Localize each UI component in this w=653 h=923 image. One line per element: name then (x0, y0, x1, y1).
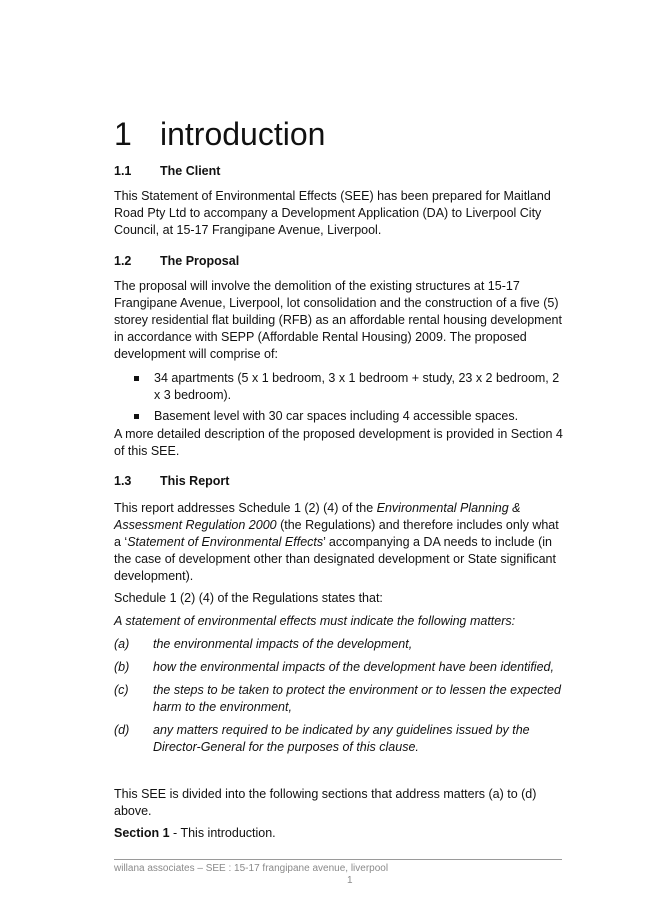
section-label: Section 1 (114, 826, 170, 840)
chapter-title (114, 112, 325, 156)
footer-text: willana associates – SEE : 15-17 frangipane avenue, liverpool (114, 863, 389, 874)
bullet-text: Basement level with 30 car spaces including 4 accessible spaces. (154, 409, 519, 423)
chapter-number: 1 (114, 116, 132, 152)
section-description: - This introduction. (169, 826, 276, 840)
section-1-line (114, 825, 566, 842)
matter-item-c (114, 682, 566, 716)
item-label: (b) (114, 660, 130, 674)
matter-item-a (114, 636, 566, 653)
intro-text: ’ accompanying a DA needs to include (in the case of development other than designated development or State significant development). (114, 535, 556, 583)
section-heading-client (114, 163, 220, 180)
item-text: how the environmental impacts of the development have been identified, (153, 660, 554, 674)
item-label: (c) (114, 683, 129, 697)
section-title: The Proposal (160, 254, 240, 268)
matter-item-b (114, 659, 566, 676)
footer-divider (114, 859, 562, 860)
schedule-line: Schedule 1 (2) (4) of the Regulations states that: (114, 591, 383, 605)
bullet-text: 34 apartments (5 x 1 bedroom, 3 x 1 bedroom + study, 23 x 2 bedroom, 2 x 3 bedroom). (154, 371, 560, 402)
bullet-icon (134, 376, 139, 381)
section-title: This Report (160, 474, 230, 488)
proposal-bullet-list (114, 370, 566, 429)
chapter-title-text: introduction (160, 116, 326, 152)
client-paragraph: This Statement of Environmental Effects (SEE) has been prepared for Maitland Road Pty Ltd to accompany a Development Application (DA) to Liverpool City Council, at 15-17 Frangipane Avenue, Liverpool. (114, 189, 551, 237)
section-number: 1.2 (114, 254, 132, 268)
section-number: 1.1 (114, 164, 132, 178)
quote-line: A statement of environmental effects must indicate the following matters: (114, 614, 516, 628)
statement-title: Statement of Environmental Effects (127, 535, 324, 549)
intro-text: This report addresses Schedule 1 (2) (4) of the (114, 501, 377, 515)
item-label: (a) (114, 637, 130, 651)
item-text: the environmental impacts of the development, (153, 637, 413, 651)
report-intro-paragraph (114, 500, 566, 585)
list-item (114, 408, 566, 425)
matter-item-d (114, 722, 566, 756)
division-paragraph: This SEE is divided into the following sections that address matters (a) to (d) above. (114, 787, 537, 818)
list-item (114, 370, 566, 404)
regulation-title: Environmental Planning & Assessment Regulation 2000 (114, 501, 521, 532)
section-heading-report (114, 473, 229, 490)
item-text: the steps to be taken to protect the environment or to lessen the expected harm to the environment, (153, 683, 561, 714)
item-label: (d) (114, 723, 130, 737)
item-text: any matters required to be indicated by any guidelines issued by the Director-General for the purposes of this clause. (153, 723, 530, 754)
intro-text: (the Regulations) and therefore includes only what a ‘ (114, 518, 559, 549)
proposal-paragraph: The proposal will involve the demolition of the existing structures at 15-17 Frangipane Avenue, Liverpool, lot consolidation and the construction of a five (5) storey residential flat building (RFB) as an affordable rental housing development in accordance with SEPP (Affordable Rental Housing) 2009. The proposed development will comprise of: (114, 279, 562, 361)
proposal-closing-paragraph: A more detailed description of the proposed development is provided in Section 4 of this SEE. (114, 427, 563, 458)
section-number: 1.3 (114, 474, 132, 488)
bullet-icon (134, 414, 139, 419)
section-heading-proposal (114, 253, 239, 270)
section-title: The Client (160, 164, 221, 178)
page-number: 1 (347, 875, 353, 886)
